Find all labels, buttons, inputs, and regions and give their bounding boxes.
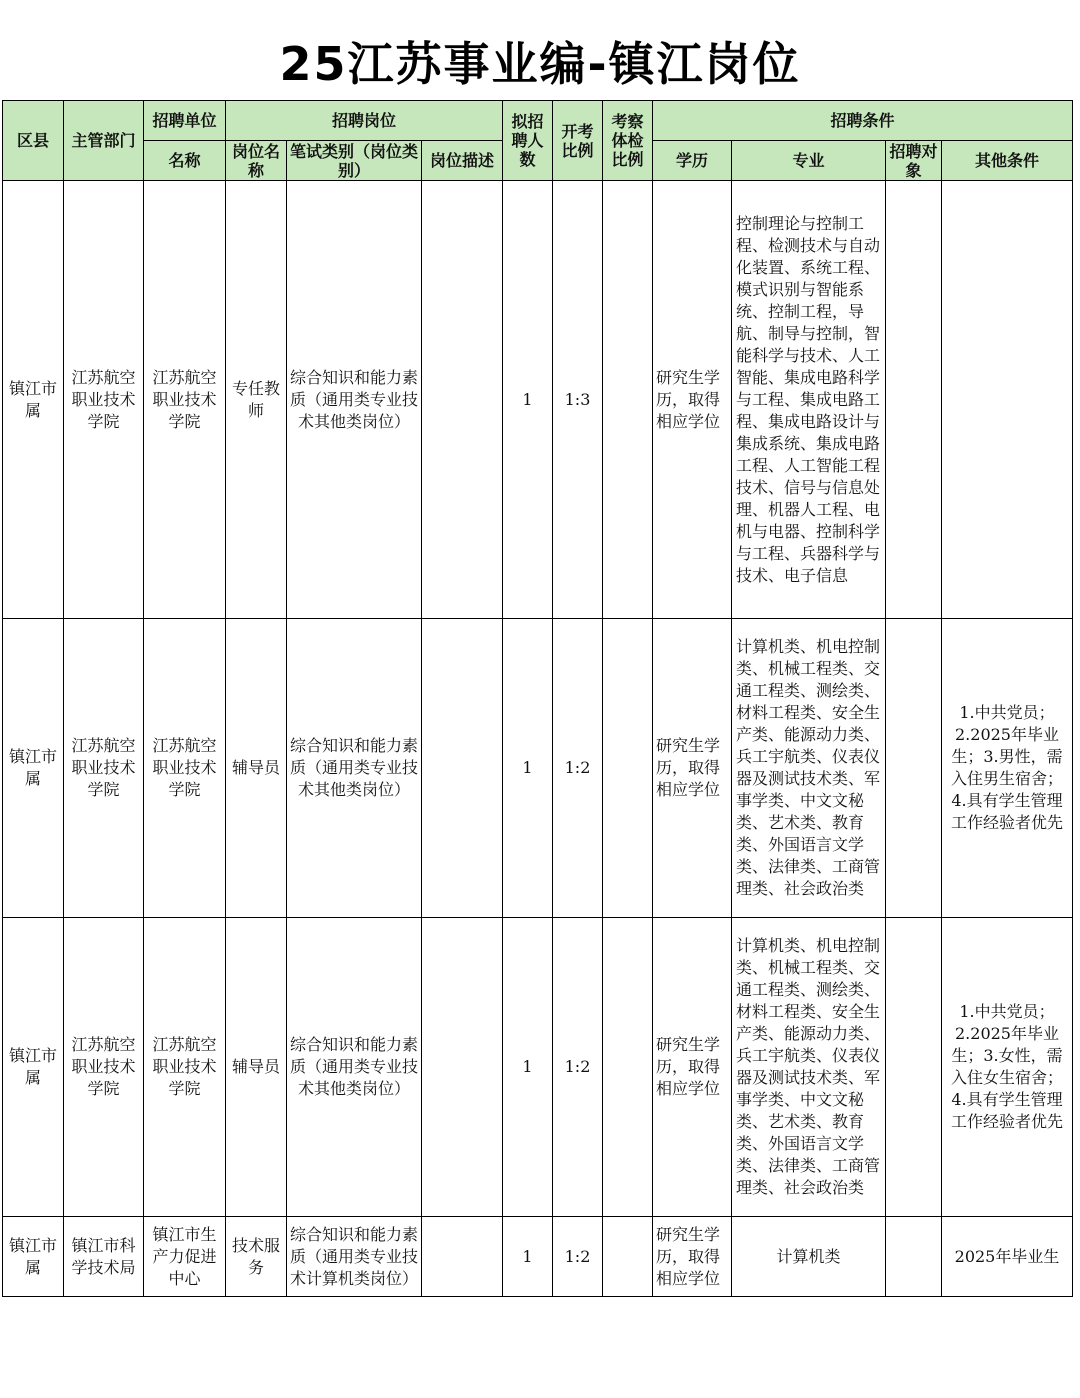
cell-desc (422, 918, 503, 1217)
cell-desc (422, 1217, 503, 1297)
table-row (3, 1217, 1073, 1297)
cell-ratio: 1:3 (553, 181, 603, 619)
cell-exam-type: 综合知识和能力素质（通用类专业技术其他类岗位） (287, 918, 422, 1217)
cell-ratio: 1:2 (553, 1217, 603, 1297)
cell-district: 镇江市属 (3, 1217, 64, 1297)
header-exam-ratio: 考察体检比例 (603, 101, 653, 181)
header-exam-type: 笔试类别（岗位类别） (287, 141, 422, 181)
header-unit-name: 名称 (144, 141, 226, 181)
table-row (3, 918, 1073, 1217)
cell-education: 研究生学历，取得相应学位 (653, 181, 732, 619)
header-major: 专业 (732, 141, 886, 181)
header-target: 招聘对象 (886, 141, 942, 181)
header-ratio: 开考比例 (553, 101, 603, 181)
cell-count: 1 (503, 1217, 553, 1297)
cell-ratio: 1:2 (553, 918, 603, 1217)
header-other: 其他条件 (942, 141, 1073, 181)
cell-unit: 江苏航空职业技术学院 (144, 619, 226, 918)
cell-target (886, 619, 942, 918)
cell-district: 镇江市属 (3, 619, 64, 918)
cell-target (886, 181, 942, 619)
cell-major: 控制理论与控制工程、检测技术与自动化装置、系统工程、模式识别与智能系统、控制工程，导航、制导与控制，智能科学与技术、人工智能、集成电路科学与工程、集成电路工程、集成电路设计与集成系统、集成电路工程、人工智能工程技术、信号与信息处理、机器人工程、电机与电器、控制科学与工程、兵器科学与技术、电子信息 (732, 181, 886, 619)
cell-exam-type: 综合知识和能力素质（通用类专业技术其他类岗位） (287, 619, 422, 918)
header-conditions-group: 招聘条件 (653, 101, 1073, 141)
cell-exam-ratio (603, 1217, 653, 1297)
cell-position: 技术服务 (226, 1217, 287, 1297)
cell-unit: 江苏航空职业技术学院 (144, 918, 226, 1217)
cell-major: 计算机类、机电控制类、机械工程类、交通工程类、测绘类、材料工程类、安全生产类、能源动力类、兵工宇航类、仪表仪器及测试技术类、军事学类、中文文秘类、艺术类、教育类、外国语言文学类、法律类、工商管理类、社会政治类 (732, 619, 886, 918)
cell-exam-ratio (603, 181, 653, 619)
cell-exam-ratio (603, 619, 653, 918)
header-position-desc: 岗位描述 (422, 141, 503, 181)
header-count: 拟招聘人数 (503, 101, 553, 181)
cell-position: 专任教师 (226, 181, 287, 619)
header-position-group: 招聘岗位 (226, 101, 503, 141)
cell-department: 江苏航空职业技术学院 (64, 181, 144, 619)
header-position-name: 岗位名称 (226, 141, 287, 181)
header-district: 区县 (3, 101, 64, 181)
cell-district: 镇江市属 (3, 918, 64, 1217)
table-row (3, 619, 1073, 918)
job-table (2, 100, 1073, 1297)
cell-education: 研究生学历，取得相应学位 (653, 1217, 732, 1297)
cell-target (886, 1217, 942, 1297)
cell-count: 1 (503, 918, 553, 1217)
cell-education: 研究生学历，取得相应学位 (653, 918, 732, 1217)
header-row-1 (3, 101, 1073, 141)
cell-target (886, 918, 942, 1217)
cell-unit: 江苏航空职业技术学院 (144, 181, 226, 619)
header-department: 主管部门 (64, 101, 144, 181)
cell-major: 计算机类、机电控制类、机械工程类、交通工程类、测绘类、材料工程类、安全生产类、能源动力类、兵工宇航类、仪表仪器及测试技术类、军事学类、中文文秘类、艺术类、教育类、外国语言文学类、法律类、工商管理类、社会政治类 (732, 918, 886, 1217)
cell-position: 辅导员 (226, 918, 287, 1217)
cell-department: 镇江市科学技术局 (64, 1217, 144, 1297)
cell-education: 研究生学历，取得相应学位 (653, 619, 732, 918)
cell-desc (422, 619, 503, 918)
cell-district: 镇江市属 (3, 181, 64, 619)
cell-count: 1 (503, 619, 553, 918)
cell-unit: 镇江市生产力促进中心 (144, 1217, 226, 1297)
cell-exam-type: 综合知识和能力素质（通用类专业技术其他类岗位） (287, 181, 422, 619)
table-row (3, 181, 1073, 619)
cell-department: 江苏航空职业技术学院 (64, 619, 144, 918)
cell-department: 江苏航空职业技术学院 (64, 918, 144, 1217)
cell-exam-type: 综合知识和能力素质（通用类专业技术计算机类岗位） (287, 1217, 422, 1297)
cell-count: 1 (503, 181, 553, 619)
header-education: 学历 (653, 141, 732, 181)
cell-position: 辅导员 (226, 619, 287, 918)
cell-ratio: 1:2 (553, 619, 603, 918)
cell-other (942, 181, 1073, 619)
cell-desc (422, 181, 503, 619)
cell-other: 1.中共党员；2.2025年毕业生；3.女性，需入住女生宿舍；4.具有学生管理工作经验者优先 (942, 918, 1073, 1217)
page-title: 25江苏事业编-镇江岗位 (279, 37, 801, 91)
cell-other: 2025年毕业生 (942, 1217, 1073, 1297)
cell-exam-ratio (603, 918, 653, 1217)
cell-major: 计算机类 (732, 1217, 886, 1297)
cell-other: 1.中共党员；2.2025年毕业生；3.男性，需入住男生宿舍；4.具有学生管理工作经验者优先 (942, 619, 1073, 918)
header-unit-group: 招聘单位 (144, 101, 226, 141)
